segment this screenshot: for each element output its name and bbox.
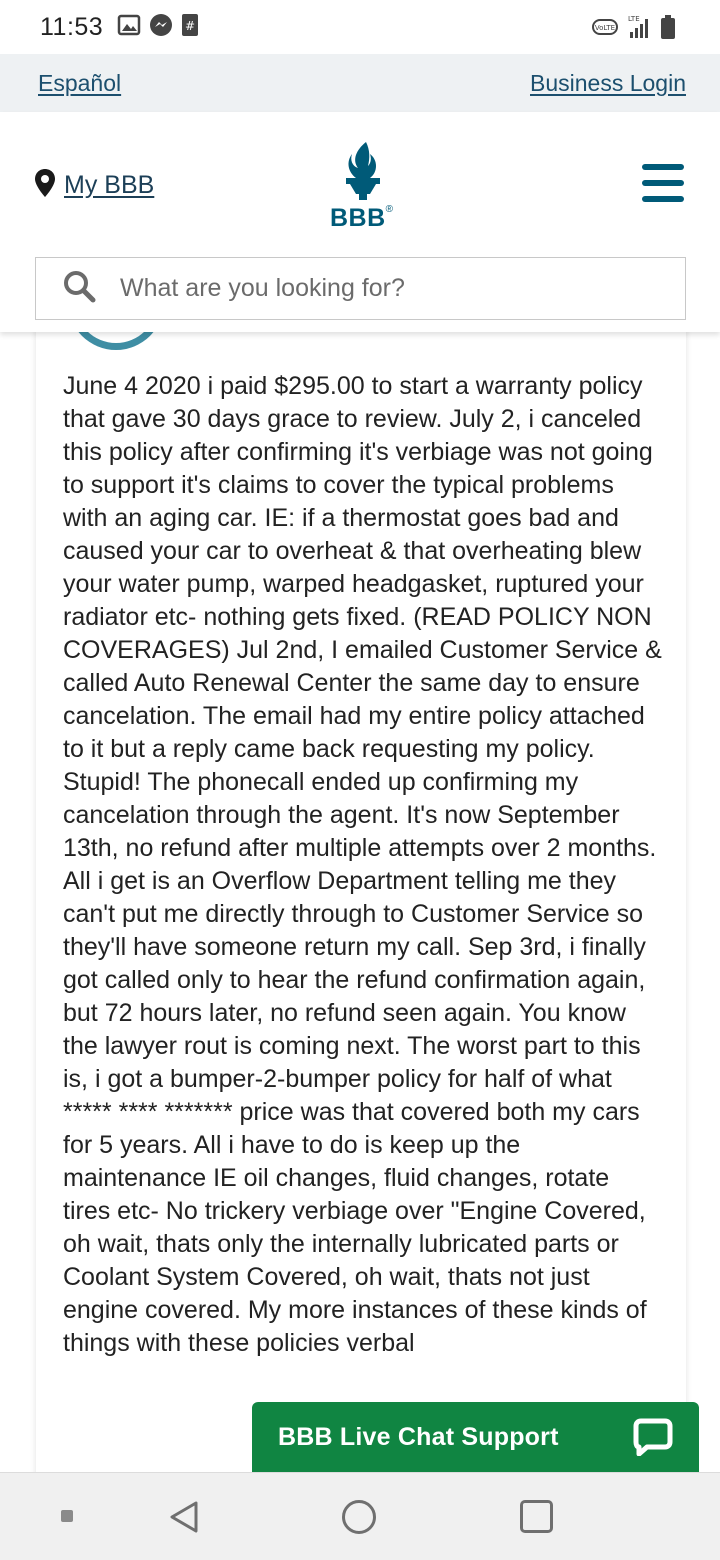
- svg-text:#: #: [185, 18, 196, 33]
- live-chat-label: BBB Live Chat Support: [278, 1422, 559, 1451]
- volte-icon: [592, 16, 618, 43]
- my-bbb-label: My BBB: [64, 171, 155, 199]
- back-icon[interactable]: [166, 1499, 202, 1540]
- bbb-logo-text: BBB®: [330, 204, 394, 232]
- review-content: [0, 332, 720, 1472]
- lte-signal-icon: [626, 14, 652, 45]
- status-icons-right: [592, 14, 676, 45]
- status-icons-left: [117, 13, 199, 42]
- svg-text:LTE: LTE: [628, 15, 640, 23]
- search-icon[interactable]: [62, 269, 96, 308]
- messenger-icon: [149, 13, 173, 42]
- my-bbb-link[interactable]: [34, 168, 154, 203]
- status-time: 11:53: [40, 12, 104, 41]
- search-box[interactable]: [35, 257, 686, 320]
- nav-menu-dot-icon[interactable]: [61, 1510, 73, 1522]
- svg-text:VoLTE: VoLTE: [594, 24, 616, 32]
- chat-bubble-icon: [633, 1418, 673, 1461]
- status-bar: [0, 0, 720, 54]
- image-icon: [117, 14, 141, 41]
- hamburger-menu-icon[interactable]: [642, 164, 684, 202]
- business-login-link[interactable]: Business Login: [530, 69, 686, 96]
- live-chat-button[interactable]: [252, 1402, 699, 1472]
- battery-icon: [660, 14, 676, 45]
- review-text: June 4 2020 i paid $295.00 to start a warranty policy that gave 30 days grace to review. July 2, i canceled this policy after confirming it's verbiage was not going to support it's claims to cover the typical problems with an aging car. IE: if a thermostat goes bad and caused your car to overheat & that overheating blew your water pump, warped headgasket, ruptured your radiator etc- nothing gets fixed. (READ POLICY NON COVERAGES) Jul 2nd, I emailed Customer Service & called Auto Renewal Center the same day to ensure cancelation. The email had my entire policy attached to it but a reply came back requesting my policy. Stupid! The phonecall ended up confirming my cancelation through the agent. It's now September 13th, no refund after multiple attempts over 2 months. All i get is an Overflow Department telling me they can't put me directly through to Customer Service so they'll have someone return my call. Sep 3rd, i finally got called only to hear the refund confirmation again, but 72 hours later, no refund seen again. You know the lawyer rout is coming next. The worst part to this is, i got a bumper-2-bumper policy for half of what ***** **** ******* price was that covered both my cars for 5 years. All i have to do is keep up the maintenance IE oil changes, fluid changes, rotate tires etc- No trickery verbiage over "Engine Covered, oh wait, thats only the internally lubricated parts or Coolant System Covered, oh wait, thats not just engine covered. My more instances of these kinds of things with these policies verbal: [63, 372, 662, 1357]
- search-input[interactable]: [120, 274, 640, 303]
- language-link[interactable]: Español: [38, 69, 122, 96]
- sim-icon: [181, 13, 199, 42]
- home-icon[interactable]: [342, 1500, 376, 1534]
- android-nav-bar: [0, 1472, 720, 1560]
- location-pin-icon: [34, 168, 56, 203]
- site-header: [0, 112, 720, 332]
- top-link-bar: [0, 54, 720, 112]
- recent-apps-icon[interactable]: [520, 1500, 553, 1533]
